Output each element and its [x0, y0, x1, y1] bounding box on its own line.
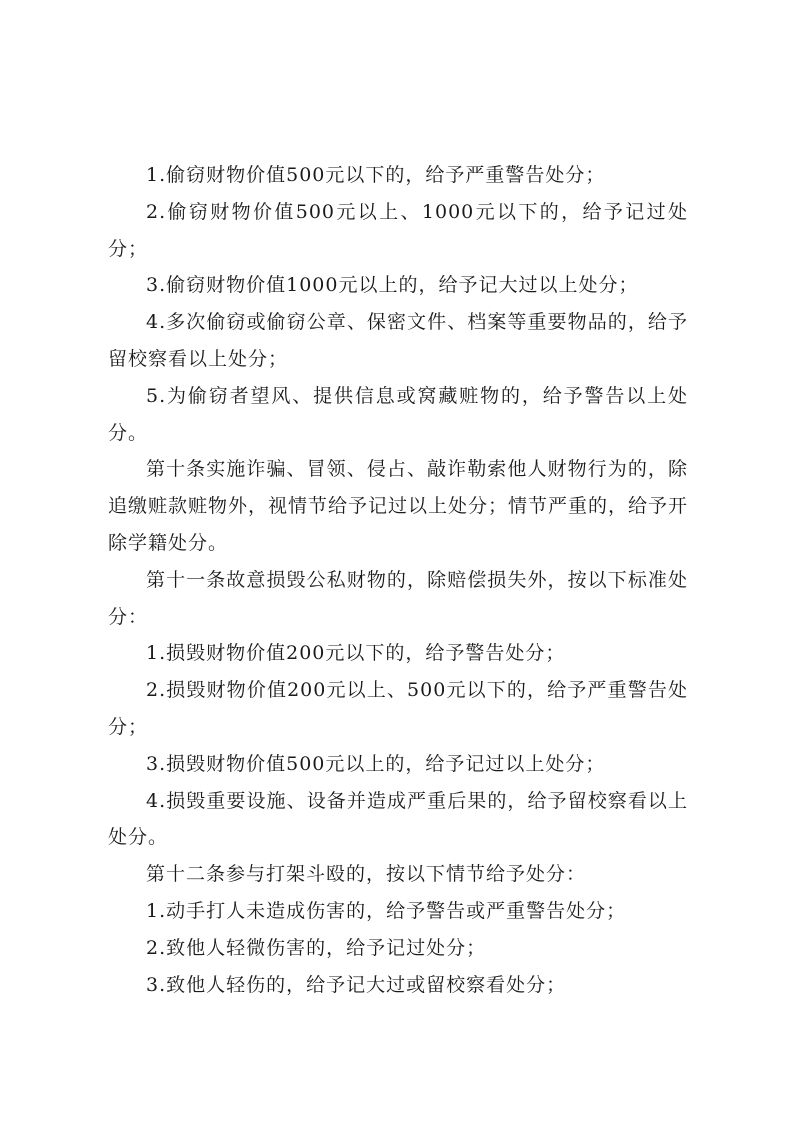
paragraph-fight-item-3: 3.致他人轻伤的，给予记大过或留校察看处分；	[146, 973, 567, 996]
paragraph-damage-item-1: 1.损毁财物价值200元以下的，给予警告处分；	[146, 642, 566, 665]
paragraph-article-11: 第十一条故意损毁公私财物的，除赔偿损失外，按以下标准处分：	[108, 568, 688, 628]
paragraph-damage-item-4: 4.损毁重要设施、设备并造成严重后果的，给予留校察看以上处分。	[108, 789, 688, 849]
paragraph-damage-item-3: 3.损毁财物价值500元以上的，给予记过以上处分；	[146, 752, 606, 775]
paragraph-theft-item-3: 3.偷窃财物价值1000元以上的，给予记大过以上处分；	[146, 274, 639, 297]
paragraph-article-10: 第十条实施诈骗、冒领、侵占、敲诈勒索他人财物行为的，除追缴赃款赃物外，视情节给予记过以上处分；情节严重的，给予开除学籍处分。	[108, 458, 689, 554]
paragraph-fight-item-2: 2.致他人轻微伤害的，给予记过处分；	[146, 936, 487, 959]
paragraph-article-12: 第十二条参与打架斗殴的，按以下情节给予处分：	[146, 863, 587, 886]
paragraph-theft-item-4: 4.多次偷窃或偷窃公章、保密文件、档案等重要物品的，给予留校察看以上处分；	[108, 311, 688, 370]
paragraph-theft-item-5: 5.为偷窃者望风、提供信息或窝藏赃物的，给予警告以上处分。	[108, 384, 688, 444]
document-page	[108, 157, 688, 1003]
paragraph-fight-item-1: 1.动手打人未造成伤害的，给予警告或严重警告处分；	[146, 899, 627, 922]
paragraph-theft-item-1: 1.偷窃财物价值500元以下的，给予严重警告处分；	[146, 164, 606, 186]
paragraph-damage-item-2: 2.损毁财物价值200元以上、500元以下的，给予严重警告处分；	[108, 679, 688, 738]
paragraph-theft-item-2: 2.偷窃财物价值500元以上、1000元以下的，给予记过处分；	[108, 200, 688, 260]
